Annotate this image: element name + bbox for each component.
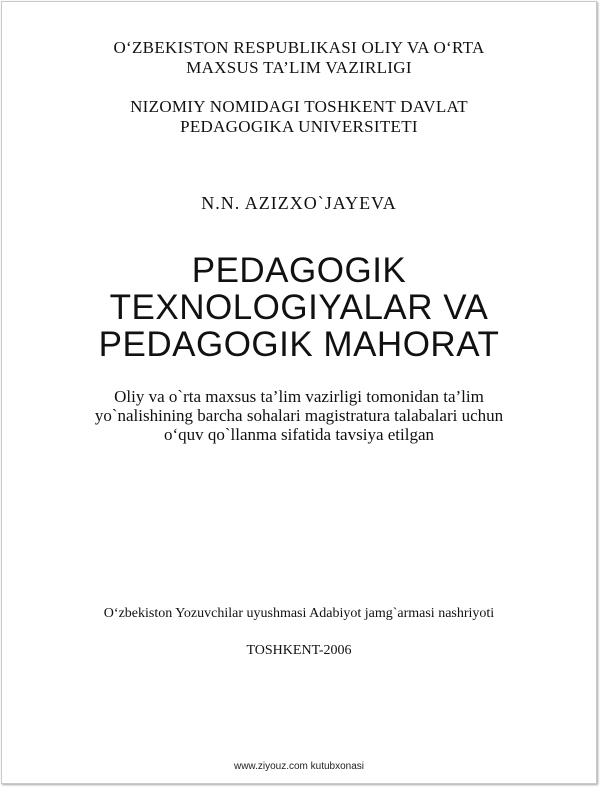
book-title bbox=[2, 252, 596, 363]
book-title-line-2: TEXNOLOGIYALAR VA bbox=[109, 288, 489, 327]
book-title-line-3: PEDAGOGIK MAHORAT bbox=[98, 325, 500, 364]
university-line-1: NIZOMIY NOMIDAGI TOSHKENT DAVLAT bbox=[130, 97, 468, 116]
recommendation-line-1: Oliy va o`rta maxsus ta’lim vazirligi tomonidan ta’lim bbox=[114, 387, 484, 406]
recommendation-line-2: yo`nalishining barcha sohalari magistratura talabalari uchun bbox=[94, 406, 504, 425]
recommendation-text bbox=[2, 387, 596, 444]
book-title-line-1: PEDAGOGIK bbox=[191, 251, 407, 290]
ministry-line-1: O‘ZBEKISTON RESPUBLIKASI OLIY VA O‘RTA bbox=[113, 38, 485, 57]
ministry-heading bbox=[2, 38, 596, 78]
document-page bbox=[1, 1, 597, 784]
recommendation-line-3: o‘quv qo`llanma sifatida tavsiya etilgan bbox=[163, 425, 435, 444]
university-heading bbox=[2, 97, 596, 137]
university-line-2: PEDAGOGIKA UNIVERSITETI bbox=[180, 117, 418, 136]
publisher-line: O‘zbekiston Yozuvchilar uyushmasi Adabiyot jamg`armasi nashriyoti bbox=[103, 606, 495, 621]
footer-website-link[interactable]: www.ziyouz.com kutubxonasi bbox=[233, 761, 365, 772]
author-name: N.N. AZIZXO`JAYEVA bbox=[201, 193, 397, 213]
ministry-line-2: MAXSUS TA’LIM VAZIRLIGI bbox=[186, 58, 412, 77]
city-year-line: TOSHKENT-2006 bbox=[246, 643, 352, 658]
title-page-content bbox=[2, 2, 596, 783]
